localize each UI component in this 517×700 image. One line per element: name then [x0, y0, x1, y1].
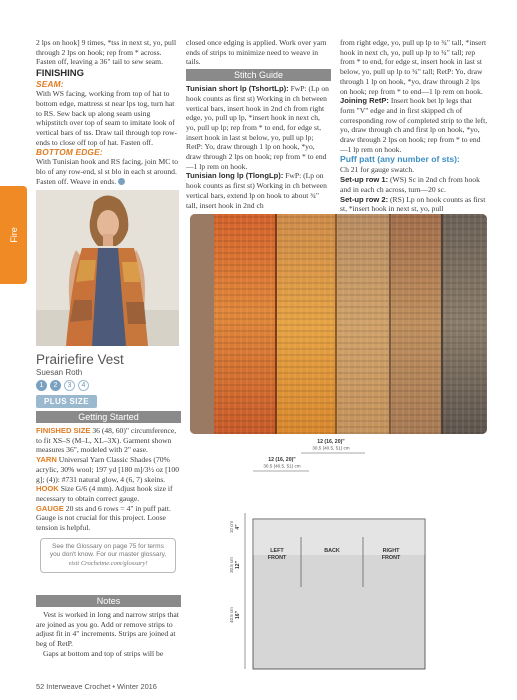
- glossary-callout: [40, 538, 176, 574]
- height-1: 4": [235, 524, 241, 530]
- height-3: 16": [235, 611, 241, 619]
- column-3: [340, 38, 488, 214]
- right-front-label-1: RIGHT: [382, 548, 400, 554]
- height-2-cm: 30.5 cm: [229, 557, 234, 573]
- height-1-cm: 10 cm: [229, 521, 234, 533]
- col2-intro: closed once edging is applied. Work over yarn ends of strips to minimize need to weave in tails.: [186, 38, 327, 67]
- finished-size-label: FINISHED SIZE: [36, 426, 91, 435]
- seam-heading: SEAM:: [36, 79, 64, 90]
- page-footer: 52 Interweave Crochet • Winter 2016: [36, 682, 157, 691]
- hook-entry: [36, 484, 181, 503]
- back-label: BACK: [324, 548, 340, 554]
- notes-paragraph-2: Gaps at bottom and top of strips will be: [43, 648, 164, 658]
- puff-line: Ch 21 for gauge swatch.: [340, 165, 415, 175]
- pattern-title: Prairiefire Vest: [36, 352, 124, 367]
- model-illustration: [36, 190, 179, 346]
- section-tab: [0, 186, 27, 284]
- pattern-header: [36, 352, 181, 409]
- top-dimension-cm: 30.5 (40.5, 51) cm: [312, 445, 350, 451]
- getting-started-section: [36, 409, 181, 573]
- tlong-label: Tunisian long lp (TlongLp):: [186, 171, 284, 181]
- gauge-entry: [36, 504, 181, 533]
- tss-label: Tunisian short lp (TshortLp):: [186, 84, 289, 94]
- plus-size-badge: PLUS SIZE: [36, 395, 97, 408]
- designer-name: Suesan Roth: [36, 368, 83, 377]
- row1-text: (WS) Sc in 2nd ch from hook and in each ch across, turn—20 sc.: [340, 175, 480, 194]
- bottom-edge-body: With Tunisian hook and RS facing, join MC to blo of any row-end, sl st blo in each st around. Fasten off. Weave in ends.: [36, 157, 179, 186]
- col1-intro: 2 lps on hook] 9 times, *tss in next st, yo, pull through 2 lps on hook; rep from * across. Fasten off, leaving a 36" tail to sew seam.: [36, 38, 177, 67]
- left-front-label-2: FRONT: [267, 555, 287, 561]
- hook-text: Size G/6 (4 mm). Adjust hook size if necessary to obtain correct gauge.: [36, 484, 173, 503]
- finished-size-text: 36 (48, 60)" circumference, to fit XS–S (M–L, XL–3X). Garment shown measures 36", modeled with 2" ease.: [36, 426, 177, 455]
- skill-level-3: 3: [64, 380, 75, 391]
- tss-text: FwP: (Lp on hook counts as first st) Working in ch between vertical bars, insert hook in 2nd ch from right edge, yo, pull up lp, *insert hook in next ch, yo, pull up lp; rep from * to end, for edge st, insert hook in last st below, yo, pull up lp; RetP: Yo, draw through 1 lp on hook, *yo, draw through 2 lps on hook; rep from * to end—1 lp rem on hook.: [186, 84, 329, 171]
- height-2: 12": [235, 561, 241, 569]
- tss-entry: [186, 84, 331, 171]
- skill-level-indicator: [36, 380, 181, 391]
- knit-texture-illustration: [190, 214, 487, 434]
- gauge-label: GAUGE: [36, 503, 64, 513]
- yarn-entry: [36, 455, 181, 484]
- seam-text: With WS facing, working from top of hat to bottom edge, mattress st near lps tog, turn hat to RS. Sew back up along seam using whipstitch over top of seam to imitate look of vertical bars of tss. Draw tail through top row-ends to close off top of hat. Fasten off.: [36, 89, 178, 147]
- tlong-text: FwP: (Lp on hook counts as first st) Working in ch between vertical bars, extend lp on hook to about ¾" tall, insert hook in 2nd ch: [186, 171, 327, 210]
- left-front-label-1: LEFT: [270, 548, 284, 554]
- schematic-diagram: [229, 437, 485, 673]
- notes-paragraph-1: Vest is worked in long and narrow strips that are joined as you go. Add or remove strips to adjust fit in 4" increments. Strips are joined at beg of RetP.: [36, 610, 179, 649]
- skill-level-2: 2: [50, 380, 61, 391]
- joining-entry: [340, 96, 488, 154]
- puff-heading: Puff patt (any number of sts):: [340, 154, 460, 165]
- getting-started-heading: Getting Started: [36, 411, 181, 423]
- end-mark-icon: [118, 178, 125, 185]
- glossary-link[interactable]: visit Crochetme.com/glossary!: [68, 559, 148, 567]
- setup-row-1: [340, 175, 488, 194]
- left-dimension-cm: 30.5 (40.5, 51) cm: [263, 463, 301, 469]
- stitch-guide-heading: Stitch Guide: [186, 69, 331, 81]
- row1-label: Set-up row 1:: [340, 175, 389, 185]
- skill-level-4: 4: [78, 380, 89, 391]
- finished-size-entry: [36, 426, 181, 455]
- gauge-text: 20 sts and 6 rows = 4" in puff patt. Gauge is not crucial for this project. Loose tension is helpful.: [36, 503, 171, 533]
- finishing-heading: FINISHING: [36, 68, 85, 80]
- column-1: [36, 38, 181, 186]
- col3-intro: from right edge, yo, pull up lp to ¾" tall, *insert hook in next ch, yo, pull up lp to ¾" tall; rep from * to end, for edge st, insert hook in last st below, yo, pull up lp to ¾" tall; RetP: Yo, draw through 1 lp on hook, *yo, draw through 2 lps on hook; rep from * to end—1 lp rem on hook.: [340, 38, 487, 96]
- glossary-text: See the Glossary on page 75 for terms you don't know. For our master glossary,: [49, 542, 167, 559]
- column-2: [186, 38, 331, 210]
- bottom-edge-text: [36, 157, 181, 186]
- notes-section: [36, 593, 181, 659]
- row2-text: (RS) Lp on hook counts as first st, *insert hook in next st, yo, pull: [340, 194, 486, 214]
- right-front-label-2: FRONT: [381, 555, 401, 561]
- skill-level-1: 1: [36, 380, 47, 391]
- yarn-text: Universal Yarn Classic Shades (70% acrylic, 30% wool; 197 yd [180 m]/3½ oz [100 g]; (4)): #731 natural glow, 4 (6, 7) skeins.: [36, 455, 179, 484]
- yarn-label: YARN: [36, 455, 57, 465]
- stitch-closeup-photo: [190, 214, 487, 434]
- vest-schematic: [229, 437, 485, 673]
- notes-heading: Notes: [36, 595, 181, 607]
- model-photo: [36, 190, 179, 346]
- section-tab-label: Fire: [8, 227, 19, 243]
- tlong-entry: [186, 171, 331, 210]
- joining-label: Joining RetP:: [340, 96, 389, 106]
- bottom-edge-heading: BOTTOM EDGE:: [36, 147, 103, 158]
- top-dimension: 12 (16, 20)": [317, 439, 345, 445]
- hook-label: HOOK: [36, 484, 59, 494]
- height-3-cm: 40.5 cm: [229, 607, 234, 623]
- row2-label: Set-up row 2:: [340, 194, 389, 204]
- left-dimension: 12 (16, 20)": [268, 457, 296, 463]
- setup-row-2: [340, 195, 488, 214]
- joining-text: Insert hook bet lp legs that form "V" edge and in first skipped ch of corresponding row of completed strip to the left, yo, draw through ch and first lp on hook, *yo, draw through 2 lps on hook; rep from * to end—1 lp rem on hook.: [340, 96, 488, 154]
